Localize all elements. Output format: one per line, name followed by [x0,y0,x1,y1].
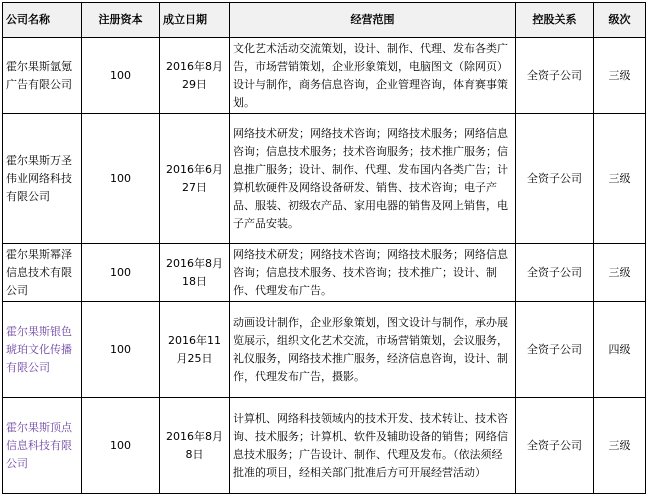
subsidiary-table [2,2,646,494]
company-name-link[interactable]: 霍尔果斯银色琥珀文化传播有限公司 [3,302,82,398]
company-name-cell: 霍尔果斯幂泽信息技术有限公司 [3,244,82,302]
header-business-scope: 经营范围 [230,3,516,38]
date-cell: 2016年6月27日 [160,114,230,244]
scope-cell: 计算机、网络科技领域内的技术开发、技术转让、技术咨询、技术服务；计算机、软件及辅助设备的销售；网络信息技术服务；广告设计、制作、代理及发布。（依法须经批准的项目，经相关部门批准后方可开展经营活动） [230,398,516,494]
table-row [3,244,646,302]
scope-cell: 网络技术研发；网络技术咨询；网络技术服务；网络信息咨询；信息技术服务、技术咨询；技术推广；设计、制作、代理发布广告。 [230,244,516,302]
header-established-date: 成立日期 [160,3,230,38]
level-cell: 三级 [594,398,646,494]
header-holding-relation: 控股关系 [516,3,594,38]
scope-cell: 动画设计制作，企业形象策划，图文设计与制作，承办展览展示，组织文化艺术交流，市场营销策划，会议服务，礼仪服务，网络技术推广服务，经济信息咨询，设计、制作，代理发布广告，摄影。 [230,302,516,398]
relation-cell: 全资子公司 [516,398,594,494]
date-cell: 2016年8月8日 [160,398,230,494]
relation-cell: 全资子公司 [516,244,594,302]
header-registered-capital: 注册资本 [82,3,160,38]
capital-cell: 100 [82,38,160,114]
company-name-link[interactable]: 霍尔果斯顶点信息科技有限公司 [3,398,82,494]
table-row [3,398,646,494]
level-cell: 三级 [594,38,646,114]
level-cell: 三级 [594,114,646,244]
company-name-cell: 霍尔果斯氩氪广告有限公司 [3,38,82,114]
date-cell: 2016年8月18日 [160,244,230,302]
company-name-cell: 霍尔果斯万圣伟业网络科技有限公司 [3,114,82,244]
company-table-container [2,2,646,494]
relation-cell: 全资子公司 [516,38,594,114]
date-cell: 2016年8月29日 [160,38,230,114]
date-cell: 2016年11月25日 [160,302,230,398]
header-level: 级次 [594,3,646,38]
header-company-name: 公司名称 [3,3,82,38]
level-cell: 三级 [594,244,646,302]
capital-cell: 100 [82,398,160,494]
capital-cell: 100 [82,114,160,244]
level-cell: 四级 [594,302,646,398]
table-row [3,38,646,114]
capital-cell: 100 [82,244,160,302]
scope-cell: 网络技术研发；网络技术咨询；网络技术服务；网络信息咨询；信息技术服务；技术咨询服务；技术推广服务；信息推广服务；设计、制作、代理、发布国内各类广告；计算机软硬件及网络设备研发、销售、技术咨询；电子产品、服装、初级农产品、家用电器的销售及网上销售，电子产品安装。 [230,114,516,244]
scope-cell: 文化艺术活动交流策划，设计、制作、代理、发布各类广告，市场营销策划，企业形象策划，电脑图文（除网页）设计与制作，商务信息咨询，企业管理咨询，体育赛事策划。 [230,38,516,114]
capital-cell: 100 [82,302,160,398]
table-row [3,114,646,244]
relation-cell: 全资子公司 [516,302,594,398]
table-header-row [3,3,646,38]
table-row [3,302,646,398]
relation-cell: 全资子公司 [516,114,594,244]
